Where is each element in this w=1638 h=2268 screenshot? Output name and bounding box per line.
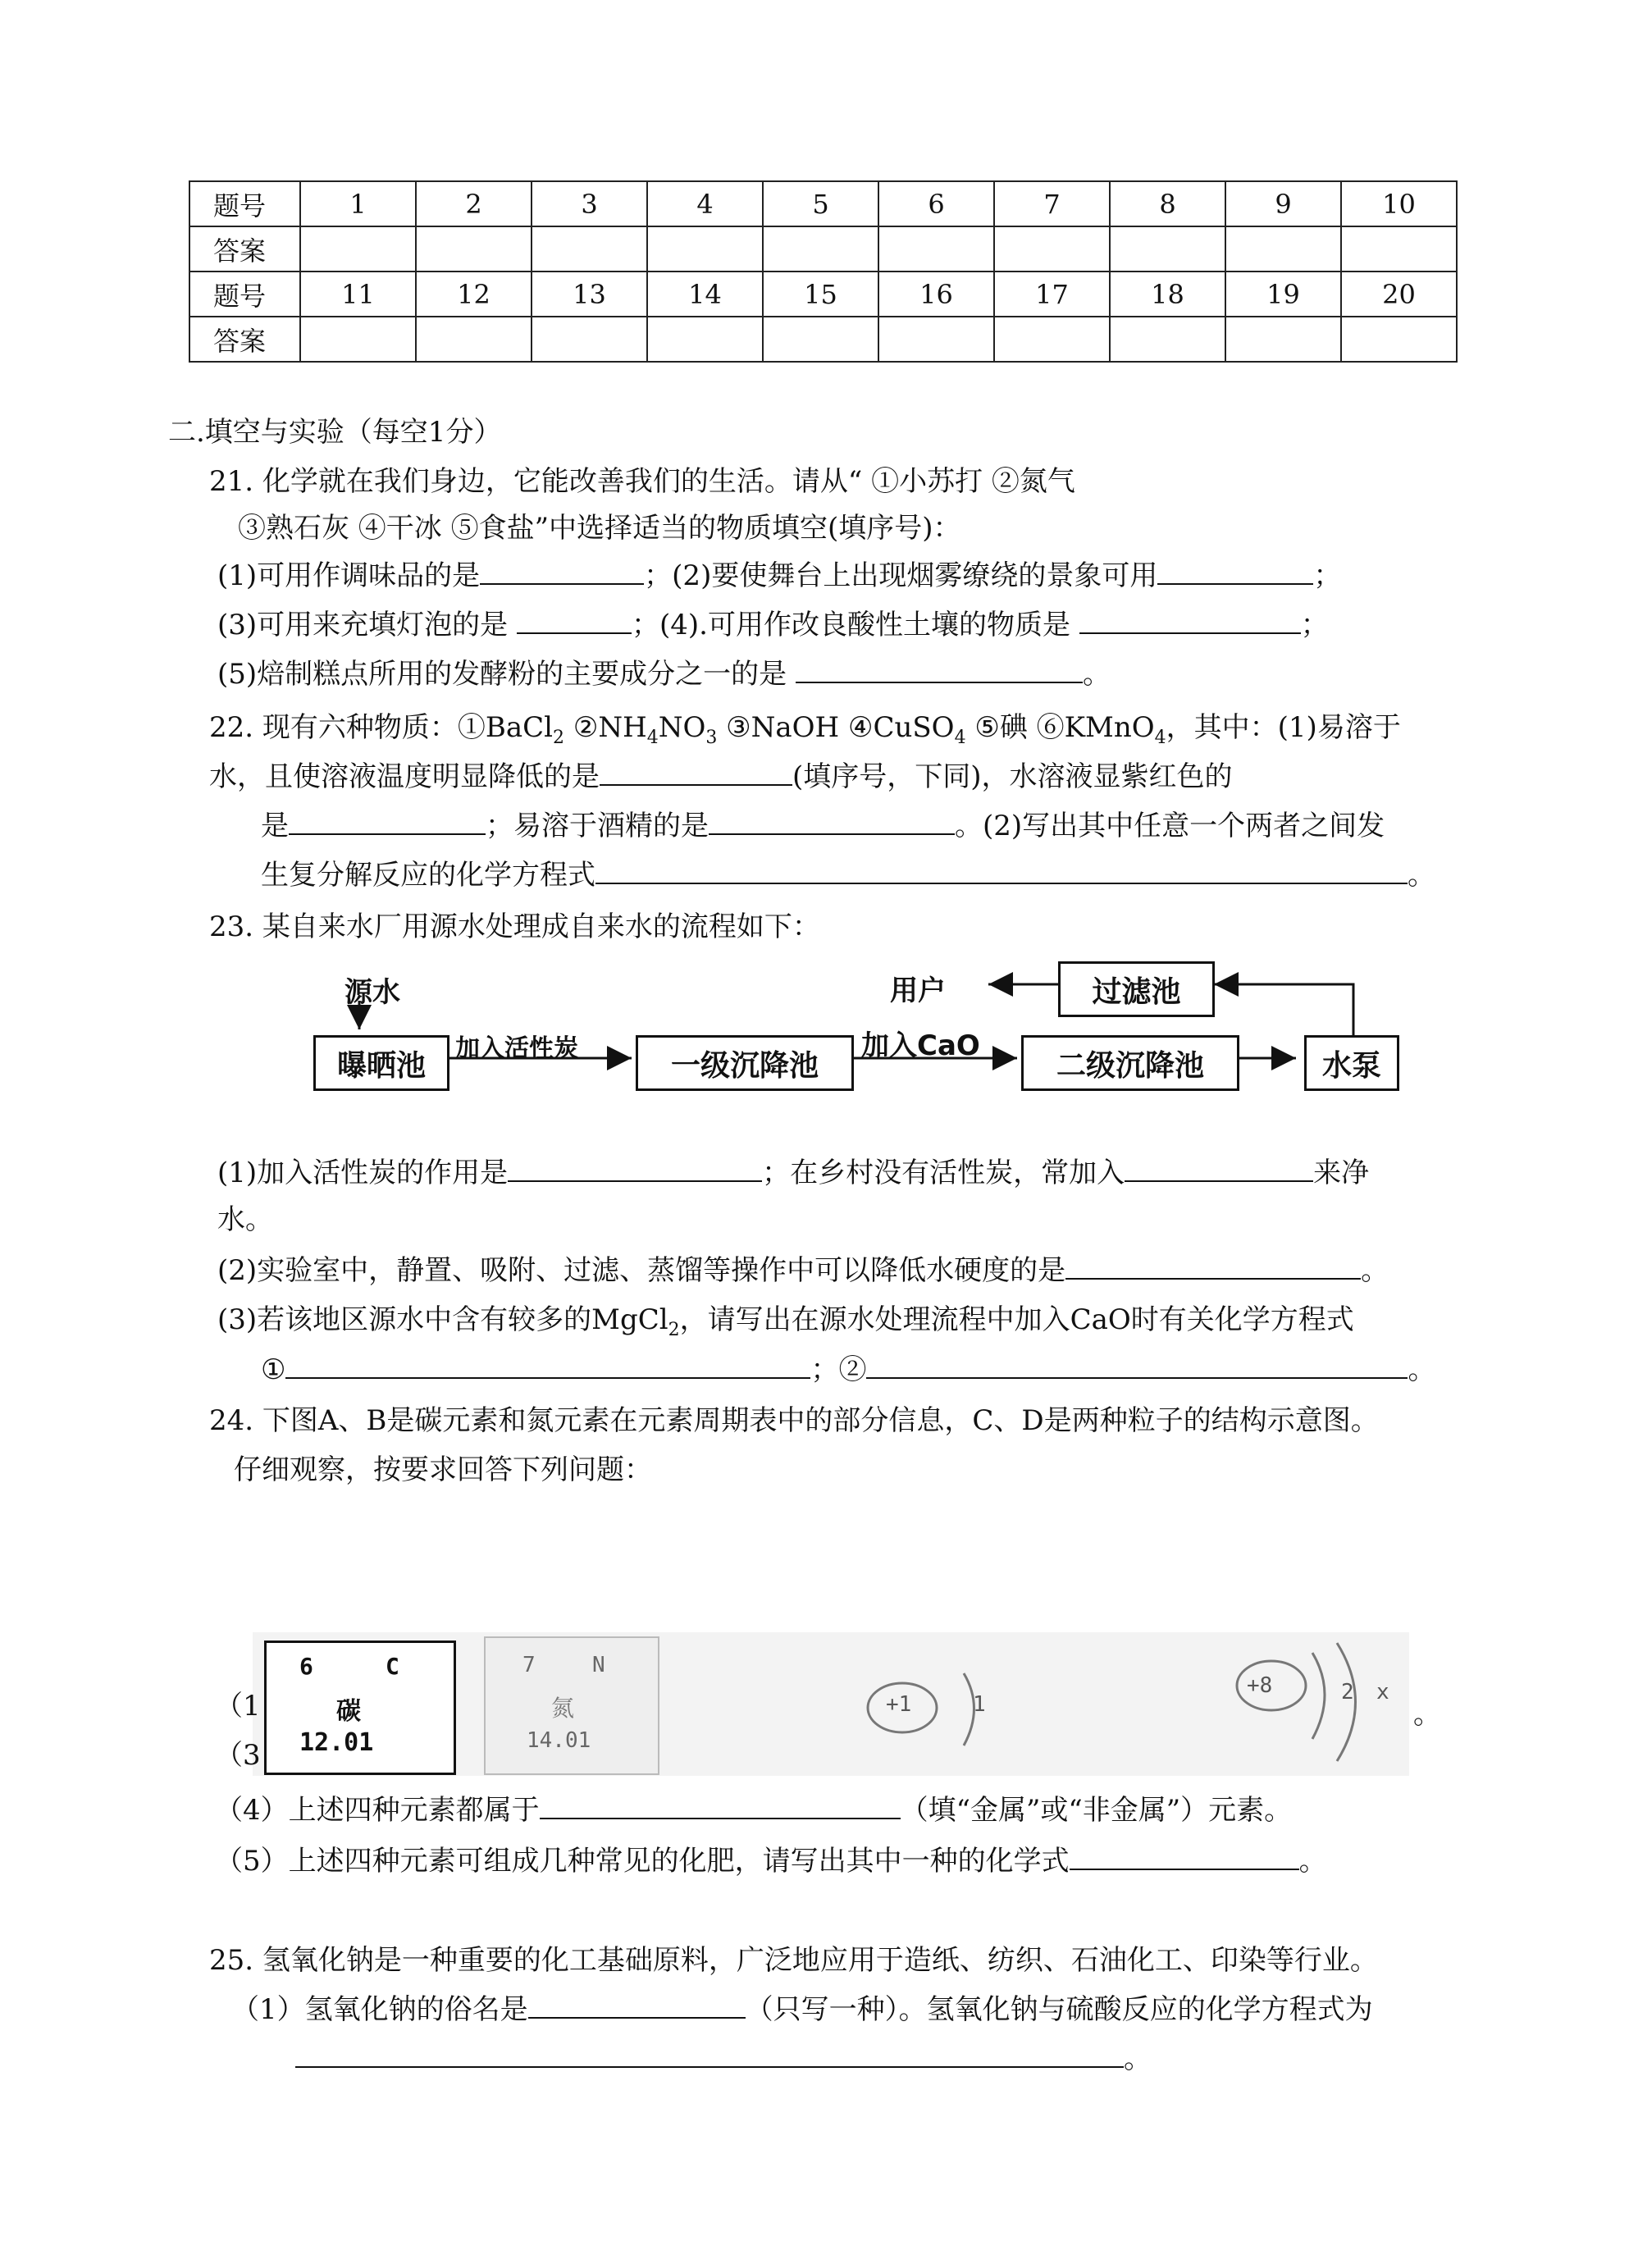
q22-text: 22. 现有六种物质：①BaCl [209,711,554,744]
q22-line2 [209,759,1233,795]
answer-label: 答案 [189,226,300,272]
answer-blank[interactable] [528,1992,746,2019]
q25-line1: 25. 氢氧化钠是一种重要的化工基础原料，广泛地应用于造纸、纺织、石油化工、印染等行业。 [209,1944,1378,1977]
table-row [189,272,1457,317]
q22-text: ，其中：(1)易溶于 [1166,711,1401,744]
q23-line3 [217,1253,1389,1289]
answer-cell[interactable] [994,226,1110,272]
q21-p1-text: (1)可用作调味品的是 [217,559,481,592]
answer-cell[interactable] [1110,317,1225,362]
answer-blank[interactable] [1157,559,1313,585]
atom-d-nucleus: +8 [1247,1673,1273,1698]
answer-cell[interactable] [1341,226,1457,272]
answer-cell[interactable] [1110,226,1225,272]
question-number: 2 [416,181,532,226]
answer-blank[interactable] [1125,1156,1313,1182]
q24-line1: 24. 下图A、B是碳元素和氮元素在元素周期表中的部分信息，C、D是两种粒子的结构示意图。 [209,1404,1379,1437]
answer-blank[interactable] [480,559,644,585]
question-number: 14 [647,272,763,317]
flow-pump: 水泵 [1304,1035,1399,1091]
answer-blank[interactable] [540,1793,901,1819]
q21-p3-text: (3)可用来充填灯泡的是 [217,609,509,641]
q23-text: ；在乡村没有活性炭，常加入 [762,1157,1125,1189]
q22-text: 是 [261,810,289,842]
section-title: 二.填空与实验（每空1分） [168,416,502,449]
punct: ； [1300,609,1329,641]
flow-arrows [303,947,1411,1099]
answer-blank[interactable] [1065,1253,1361,1280]
subscript: 4 [954,727,966,748]
question-number: 20 [1341,272,1457,317]
answer-blank[interactable] [289,809,486,835]
punct: 。 [1082,658,1111,691]
element-cell-nitrogen [484,1636,659,1775]
q23-intro: 23. 某自来水厂用源水处理成自来水的流程如下： [209,910,820,943]
answer-blank[interactable] [1079,608,1301,634]
q21-line1: 21. 化学就在我们身边，它能改善我们的生活。请从“ ①小苏打 ②氮气 [209,465,1075,498]
answer-cell[interactable] [763,317,878,362]
q25-text: （只写一种）。氢氧化钠与硫酸反应的化学方程式为 [745,1993,1373,2026]
punct: 。 [1408,859,1435,892]
q21-line2: ③熟石灰 ④干冰 ⑤食盐”中选择适当的物质填空(填序号)： [238,512,961,545]
element-symbol: C [386,1653,399,1680]
atomic-mass: 14.01 [527,1728,591,1753]
q22-text: ③NaOH ④CuSO [717,711,955,744]
flow-pool3: 二级沉降池 [1021,1035,1239,1091]
q24-end-mark: 。 [1413,1698,1441,1731]
question-number: 9 [1225,181,1341,226]
question-number: 10 [1341,181,1457,226]
table-row [189,181,1457,226]
answer-blank[interactable] [595,858,1408,884]
question-number: 17 [994,272,1110,317]
atom-d-shell1: 2 [1341,1680,1354,1704]
question-number: 4 [647,181,763,226]
question-number: 18 [1110,272,1225,317]
q24-line4 [215,1792,1292,1828]
q21-p2-text: ；(2)要使舞台上出现烟雾缭绕的景象可用 [644,559,1158,592]
atom-d-shell2: x [1376,1680,1389,1704]
element-name: 氮 [551,1695,575,1722]
punct: 。 [1124,2042,1152,2075]
answer-cell[interactable] [994,317,1110,362]
q22-text: ②NH [564,711,647,744]
answer-blank[interactable] [508,1156,762,1182]
question-number: 7 [994,181,1110,226]
q23-text: 来净 [1313,1157,1370,1189]
q23-line2: 水。 [217,1203,273,1236]
answer-blank[interactable] [295,2042,1124,2068]
flow-pool1: 曝晒池 [313,1035,449,1091]
punct: ； [1313,559,1342,592]
answer-label: 答案 [189,317,300,362]
q24-text: （5）上述四种元素可组成几种常见的化肥，请写出其中一种的化学式 [215,1845,1070,1878]
question-number: 19 [1225,272,1341,317]
answer-blank[interactable] [285,1353,810,1379]
answer-cell[interactable] [532,317,647,362]
q23-text: ；② [810,1353,867,1386]
q25-text: （1）氢氧化钠的俗名是 [231,1993,528,2026]
q22-text: 。(2)写出其中任意一个两者之间发 [955,810,1385,842]
subscript: 4 [646,727,659,748]
q23-text: ① [261,1353,286,1386]
q23-text: (3)若该地区源水中含有较多的MgCl [217,1303,668,1336]
flow-source: 源水 [344,976,400,1009]
answer-cell[interactable] [416,317,532,362]
answer-cell[interactable] [300,317,416,362]
answer-cell[interactable] [532,226,647,272]
atom-diagram-c [853,1657,1017,1764]
q22-line3 [261,808,1385,844]
question-number: 5 [763,181,878,226]
table-row [189,226,1457,272]
answer-blank[interactable] [796,657,1083,683]
q24-cut-3: （3 [215,1739,261,1772]
atomic-number: 7 [522,1653,536,1677]
q21-p5-text: (5)焙制糕点所用的发酵粉的主要成分之一的是 [217,658,787,691]
punct: 。 [1408,1353,1436,1386]
punct: 。 [1298,1845,1327,1878]
answer-cell[interactable] [1341,317,1457,362]
q24-cut-1: （1 [215,1690,261,1723]
q25-line2 [231,1992,1373,2028]
question-number: 6 [878,181,994,226]
q22-text: ⑤碘 ⑥KMnO [965,711,1155,744]
q22-line4 [261,857,1435,893]
answer-blank[interactable] [709,809,955,835]
atom-c-shell: 1 [973,1692,986,1717]
q24-line5 [215,1843,1327,1879]
q21-line5 [217,656,1111,692]
table-row [189,317,1457,362]
answer-cell[interactable] [878,226,994,272]
question-number: 15 [763,272,878,317]
answer-cell[interactable] [647,317,763,362]
q23-text: (2)实验室中，静置、吸附、过滤、蒸馏等操作中可以降低水硬度的是 [217,1254,1066,1287]
q22-text: 生复分解反应的化学方程式 [261,859,595,892]
atomic-mass: 12.01 [299,1728,374,1757]
question-number: 16 [878,272,994,317]
answer-cell[interactable] [1225,226,1341,272]
answer-cell[interactable] [416,226,532,272]
answer-blank[interactable] [1070,1844,1299,1870]
q22-text: (填序号，下同)，水溶液显紫红色的 [792,760,1233,793]
q24-text: （填“金属”或“非金属”）元素。 [900,1794,1293,1827]
header-label: 题号 [189,272,300,317]
q23-text: (1)加入活性炭的作用是 [217,1157,509,1189]
question-number: 11 [300,272,416,317]
question-number: 13 [532,272,647,317]
q22-text: ；易溶于酒精的是 [486,810,709,842]
subscript: 2 [553,727,565,748]
answer-cell[interactable] [300,226,416,272]
element-symbol: N [592,1653,605,1677]
flow-arrow2-label: 加入CaO [861,1029,980,1062]
answer-blank[interactable] [600,760,792,786]
question-number: 1 [300,181,416,226]
answer-cell[interactable] [647,226,763,272]
flow-filter: 过滤池 [1058,961,1215,1017]
q23-text: ，请写出在源水处理流程中加入CaO时有关化学方程式 [679,1303,1354,1336]
q21-p4-text: ；(4).可用作改良酸性土壤的物质是 [631,609,1070,641]
q24-text: （4）上述四种元素都属于 [215,1794,540,1827]
q25-line3 [295,2041,1152,2077]
flow-arrow1-label: 加入活性炭 [455,1034,578,1063]
answer-cell[interactable] [1225,317,1341,362]
q23-line4 [217,1302,1354,1348]
answer-blank[interactable] [517,608,632,634]
q23-line5 [261,1352,1435,1388]
answer-blank[interactable] [866,1353,1408,1379]
q22-text: NO [658,711,706,744]
flow-pool2: 一级沉降池 [636,1035,854,1091]
answer-table [189,180,1458,363]
atom-c-nucleus: +1 [886,1692,912,1717]
question-number: 3 [532,181,647,226]
punct: 。 [1361,1254,1389,1287]
question-number: 12 [416,272,532,317]
question-number: 8 [1110,181,1225,226]
subscript: 2 [668,1319,680,1340]
subscript: 3 [705,727,718,748]
flow-user: 用户 [890,974,946,1007]
atomic-number: 6 [299,1653,313,1680]
q21-line3 [217,558,1341,594]
subscript: 4 [1154,727,1166,748]
q22-text: 水，且使溶液温度明显降低的是 [209,760,600,793]
answer-cell[interactable] [763,226,878,272]
q22-line1 [209,710,1401,756]
element-cell-carbon [264,1641,456,1775]
q21-line4 [217,607,1329,643]
element-name: 碳 [336,1697,361,1726]
q24-line2: 仔细观察，按要求回答下列问题： [234,1453,652,1486]
q23-line1 [217,1155,1369,1191]
answer-cell[interactable] [878,317,994,362]
header-label: 题号 [189,181,300,226]
